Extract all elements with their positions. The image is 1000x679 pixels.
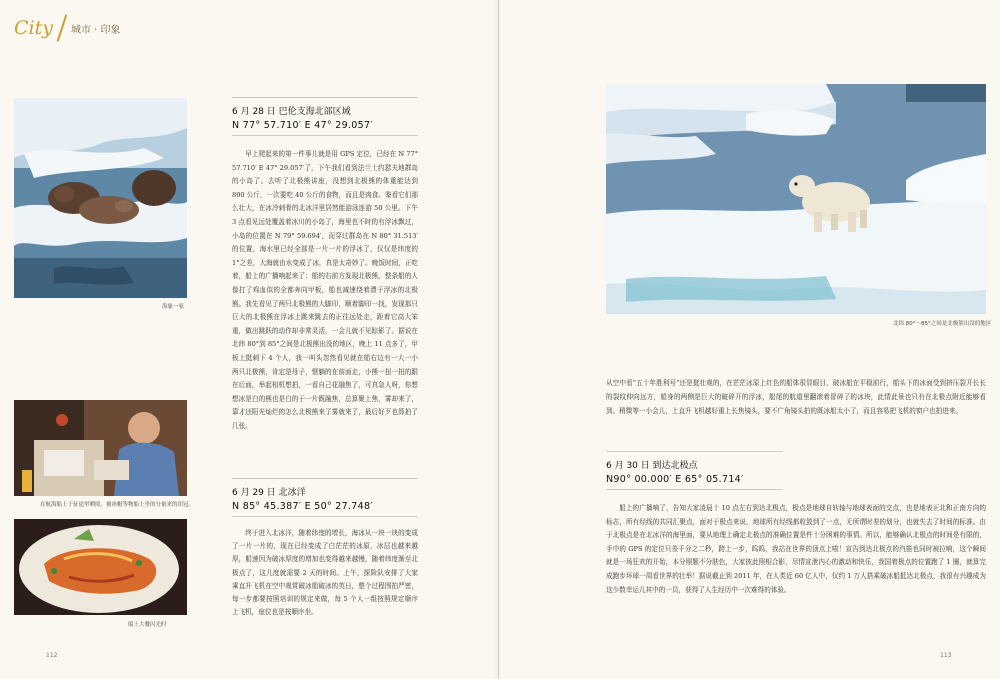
section-rule — [606, 489, 782, 490]
food-photo — [14, 519, 187, 615]
page-number-right: 113 — [940, 652, 952, 659]
section-coords: N 85° 45.387′ E 50° 27.748′ — [232, 501, 373, 512]
slash-icon — [57, 14, 68, 41]
section-june-29 — [232, 478, 418, 619]
bear-caption: 北纬 80°～85°之间是北极熊出没的地区 — [893, 321, 992, 327]
man-writing-photo — [14, 400, 187, 496]
right-page — [500, 0, 1000, 679]
section-coords: N 77° 57.710′ E 47° 29.057′ — [232, 120, 373, 131]
section-body: 终于进入北冰洋，随着纬度的增长，海冰从一块一块的变成了一片一片的，现在已经变成了白茫茫的冰原，冰层也越来越厚，船速因为破冰厚度的增加也变得越来越慢，随着纬度渐至北极点了，这儿度就需要 2 天的时间。上午，探险队安排了大家乘直升飞机在空中观赏破冰船破冰的英日，整个过程围拍严密，每一步都要按照培训的规定来做，每 5 个人一组按照规定顺序上飞机，座位也是按顺序坐。 — [232, 529, 418, 617]
section-title: 6 月 28 日 巴伦支海北部区域 — [232, 107, 351, 117]
right-intro-paragraph: 从空中看“五十年胜利号”还是挺壮观的，在茫茫冰原上红色的船体很显眼目，破冰船在平稳前行，船头下的冰面受到挤压裂开长长的裂纹伸向远方，船身的两侧是巨大的破碎开的浮冰，船尾的航道里翻滚着冒碎了的冰块，此情此景也只有在北极点附近能够看到。稍微等一小会儿，上直升飞机越好重上长焦镜头，要不广角镜头拍的既冰船太小了，而且容易把飞机的窗户也拍进来。 — [606, 379, 986, 415]
brand-subtitle: 城市 · 印象 — [70, 24, 121, 36]
section-june-30 — [606, 451, 986, 597]
walrus-photo — [14, 98, 187, 298]
brand-city: City — [14, 17, 53, 39]
section-body: 船上的广播响了，告知大家凌晨十 10 点左右到达北极点，极点是地球自转轴与地球表面的交点，也是地表正北和正南方向的标志，所有经线的共同汇聚点，面对于极点来说，地球所有经线都收敛到了一点，无所谓时差的划分，也就失去了时间的标准。由于北极点是在北冰洋的海里面，要从地理上确定北极点的准确位置是件十分困难的事情。所以，能够确认北极点的时间是有限的，手中的 GPS 的定位只差千分之二秒，跨上一步，呜呜，我站在世界的顶点上啦！宣告到达北极点的汽笛也同时被拉响，这个瞬间就是一场狂欢的开始，本分照题不分肤色，大家彼此照相合影，尽情宣泄内心的激动和快乐，我国着极点的位置跑了 1 圈，就算完成跑步环球一周看世界的壮举！据说截止到 2011 年，在人类近 60 亿人中，仅约 1 万人搭乘破冰船抵达北极点，我很有兴趣成为这少数幸运儿其中的一员，获得了人生经历中一次难得的体验。 — [606, 504, 986, 594]
section-june-28 — [232, 97, 418, 433]
section-rule — [606, 451, 782, 452]
section-title: 6 月 30 日 到达北极点 — [606, 461, 698, 471]
page-number-left: 112 — [46, 652, 58, 659]
food-caption: 船上大餐闪光时 — [128, 622, 167, 628]
brand-header — [14, 14, 121, 42]
man-caption: 在航海船上于征途里晒照、被冰帽等物船上坐的分量来的印冠。 — [40, 502, 195, 508]
left-page — [0, 0, 499, 679]
section-rule — [232, 97, 418, 98]
section-coords: N90° 00.000′ E 65° 05.714′ — [606, 474, 744, 485]
polar-bear-photo — [606, 84, 986, 314]
section-rule — [232, 516, 418, 517]
walrus-caption: 海象一家 — [162, 304, 185, 310]
section-rule — [232, 135, 418, 136]
section-title: 6 月 29 日 北冰洋 — [232, 488, 306, 498]
section-body: 早上爬起来的第一件事儿就是用 GPS 定位，已经在 N 77° 57.710′ E 47° 29.057′了，下午我们看到法兰士约瑟夫地群岛的小岛了。去听了北极熊讲座，没想到北极熊的体重能达到 800 公斤，一次要吃 40 公斤的食物，而且是肉食。鉴看它们那么壮大，在冰冷刺骨的北冰洋里居然能游泳连游 50 公里。下午 3 点看见远处覆盖着冰川的小岛了，海里也不时的有浮冰飘过，小岛的位置在 N 79° 59.694′，而穿过群岛在 N 80° 31.513′的位置，海水里已经全部是一片一片的浮冰了，仅仅是纬度的 1°之差，大海就由水变成了冰，真是太奇妙了。晚饭时间，正吃着，船上的广播响起来了：船的右前方发现北极熊，整条船的人像打了鸡血似的全都奔向甲板，船也减速绕着漂于浮冰的北极熊。我先看见了两只北极熊的大脚印，顺着脚印一找，发现那只巨大的北极熊在浮冰上跳来跳去的正往远处走，距着它高大笨重，做出跳跃的动作却非常灵活，一会儿就不见踪影了。据说在北纬 80°到 85°之间是北极熊出没的地区，晚上 11 点多了，甲板上挺刺下 4 个人，我一叫头忽然看见就在船右边有一大一小两只北极熊，肯定是母子，惬躺的在前面走，小熊一扭一扭的跟在后面，举起相机想拍，一看自己花融焦了，可真急人呀，你想想冰是白的熊也是白的于一片既融焦，总算聚上焦，雾却来了，靠才还阳光灿烂的怎么北极熊来了雾就来了，最后好歹也算拍了几张。 — [232, 150, 418, 430]
section-rule — [232, 478, 418, 479]
